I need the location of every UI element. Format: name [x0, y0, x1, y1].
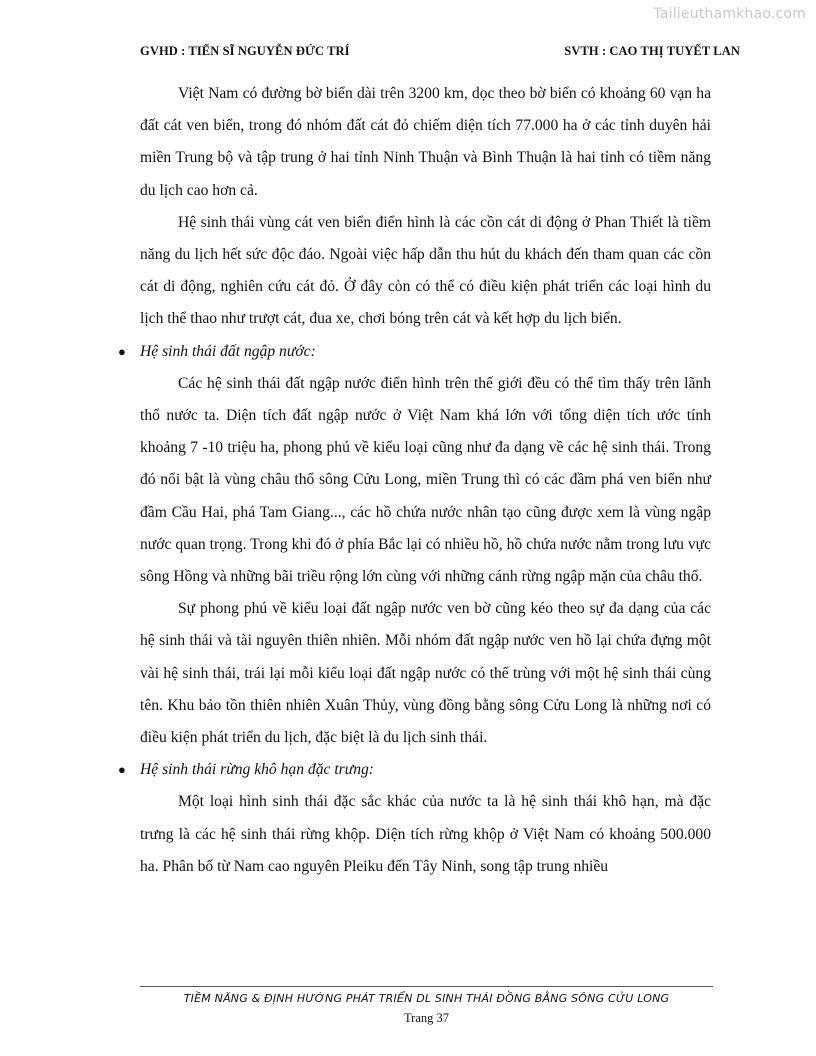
page-body [118, 78, 711, 883]
paragraph-wetland-diversity: Sự phong phú về kiểu loại đất ngập nước ven bờ cũng kéo theo sự đa dạng của các hệ sinh thái và tài nguyên thiên nhiên. Mỗi nhóm đất ngập nước ven hồ lại chứa đựng một vài hệ sinh thái, trái lại mỗi kiểu loại đất ngập nước có thể trùng với một hệ sinh thái cùng tên. Khu bảo tồn thiên nhiên Xuân Thủy, vùng đồng bằng sông Cửu Long là những nơi có điều kiện phát triển du lịch, đặc biệt là du lịch sinh thái. [140, 600, 711, 747]
paragraph-sand-dunes: Hệ sinh thái vùng cát ven biển điển hình là các cồn cát di động ở Phan Thiết là tiềm năng du lịch hết sức độc đáo. Ngoài việc hấp dẫn thu hút du khách đến tham quan các cồn cát di động, nghiên cứu cát đỏ. Ở đây còn có thể có điều kiện phát triển các loại hình du lịch thể thao như trượt cát, đua xe, chơi bóng trên cát và kết hợp du lịch biển. [140, 213, 711, 328]
footer-title: TIỀM NĂNG & ĐỊNH HƯỚNG PHÁT TRIỂN DL SINH THÁI ĐỒNG BẰNG SÔNG CỬU LONG [183, 992, 670, 1005]
page-header [140, 44, 740, 59]
bullet-icon: ● [118, 762, 126, 778]
bullet-heading-text: Hệ sinh thái đất ngập nước: [140, 342, 316, 360]
bullet-icon: ● [118, 343, 126, 359]
header-supervisor: GVHD : TIẾN SĨ NGUYỄN ĐỨC TRÍ [140, 44, 350, 58]
bullet-heading-text: Hệ sinh thái rừng khô hạn đặc trưng: [140, 761, 375, 779]
bullet-heading-wetland [118, 336, 711, 368]
paragraph-dry-forest: Một loại hình sinh thái đặc sắc khác của nước ta là hệ sinh thái khô hạn, mà đặc trưng là các hệ sinh thái rừng khộp. Diện tích rừng khộp ở Việt Nam có khoảng 500.000 ha. Phân bố từ Nam cao nguyên Pleiku đến Tây Ninh, song tập trung nhiều [140, 793, 711, 875]
header-student: SVTH : CAO THỊ TUYẾT LAN [564, 44, 740, 58]
paragraph-coastal-sand: Việt Nam có đường bờ biển dài trên 3200 km, dọc theo bờ biển có khoảng 60 vạn ha đất cát ven biển, trong đó nhóm đất cát đỏ chiếm diện tích 77.000 ha ở các tỉnh duyên hải miền Trung bộ và tập trung ở hai tỉnh Ninh Thuận và Bình Thuận là hai tỉnh có tiềm năng du lịch cao hơn cả. [140, 85, 711, 199]
footer-divider [140, 986, 713, 987]
watermark: Tailieuthamkhao.com [653, 6, 806, 22]
page-number: Trang 37 [403, 1011, 450, 1025]
bullet-heading-dry-forest [118, 754, 711, 786]
paragraph-wetland-types: Các hệ sinh thái đất ngập nước điển hình trên thế giới đều có thể tìm thấy trên lãnh thổ nước ta. Diện tích đất ngập nước ở Việt Nam khá lớn với tổng diện tích ước tính khoảng 7 -10 triệu ha, phong phú về kiểu loại cũng như đa dạng về các hệ sinh thái. Trong đó nổi bật là vùng châu thổ sông Cửu Long, miền Trung thì có các đầm phá ven biển như đầm Cầu Hai, phá Tam Giang..., các hồ chứa nước nhân tạo cũng được xem là vùng ngập nước quan trọng. Trong khi đó ở phía Bắc lại có nhiều hồ, hồ chứa nước nằm trong lưu vực sông Hồng và những bãi triều rộng lớn cùng với những cánh rừng ngập mặn của châu thổ. [140, 374, 711, 586]
